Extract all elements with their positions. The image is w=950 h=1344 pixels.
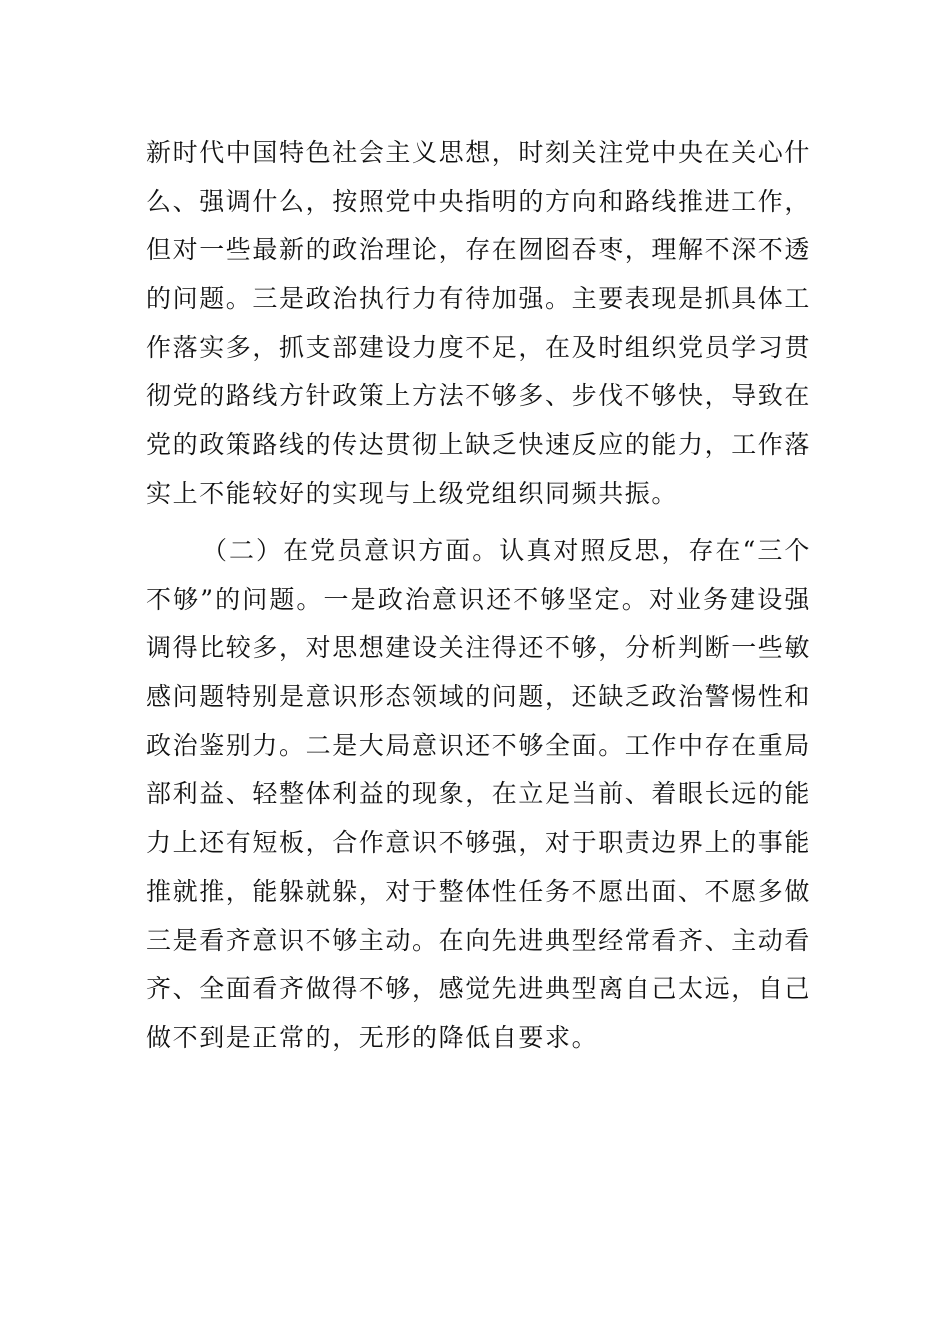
text-line: 部利益、轻整体利益的现象，在立足当前、着眼长远的能 (146, 779, 811, 809)
text-line: （二）在党员意识方面。认真对照反思，存在“三个 (202, 536, 811, 565)
text-line: 么、强调什么，按照党中央指明的方向和路线推进工作， (146, 186, 811, 216)
text-line: 做不到是正常的，无形的降低自要求。 (146, 1022, 599, 1052)
text-line: 作落实多，抓支部建设力度不足，在及时组织党员学习贯 (146, 332, 811, 362)
text-line: 但对一些最新的政治理论，存在囫囵吞枣，理解不深不透 (146, 235, 811, 265)
text-line: 力上还有短板，合作意识不够强，对于职责边界上的事能 (146, 828, 811, 858)
text-line: 政治鉴别力。二是大局意识还不够全面。工作中存在重局 (146, 730, 811, 760)
text-line: 不够”的问题。一是政治意识还不够坚定。对业务建设强 (146, 584, 811, 614)
text-line: 党的政策路线的传达贯彻上缺乏快速反应的能力，工作落 (146, 430, 811, 460)
text-line: 感问题特别是意识形态领域的问题，还缺乏政治警惕性和 (146, 682, 811, 712)
text-line: 推就推，能躲就躲，对于整体性任务不愿出面、不愿多做 (146, 876, 811, 906)
text-line: 齐、全面看齐做得不够，感觉先进典型离自己太远，自己 (146, 974, 811, 1004)
text-line: 调得比较多，对思想建设关注得还不够，分析判断一些敏 (146, 633, 811, 663)
text-line: 三是看齐意识不够主动。在向先进典型经常看齐、主动看 (146, 925, 811, 955)
text-line: 彻党的路线方针政策上方法不够多、步伐不够快，导致在 (146, 381, 811, 411)
text-line: 的问题。三是政治执行力有待加强。主要表现是抓具体工 (146, 284, 811, 314)
paragraph-political-execution (146, 129, 811, 519)
paragraph-party-member-awareness (146, 527, 811, 1063)
text-line: 新时代中国特色社会主义思想，时刻关注党中央在关心什 (146, 138, 811, 167)
text-line: 实上不能较好的实现与上级党组织同频共振。 (146, 478, 679, 508)
